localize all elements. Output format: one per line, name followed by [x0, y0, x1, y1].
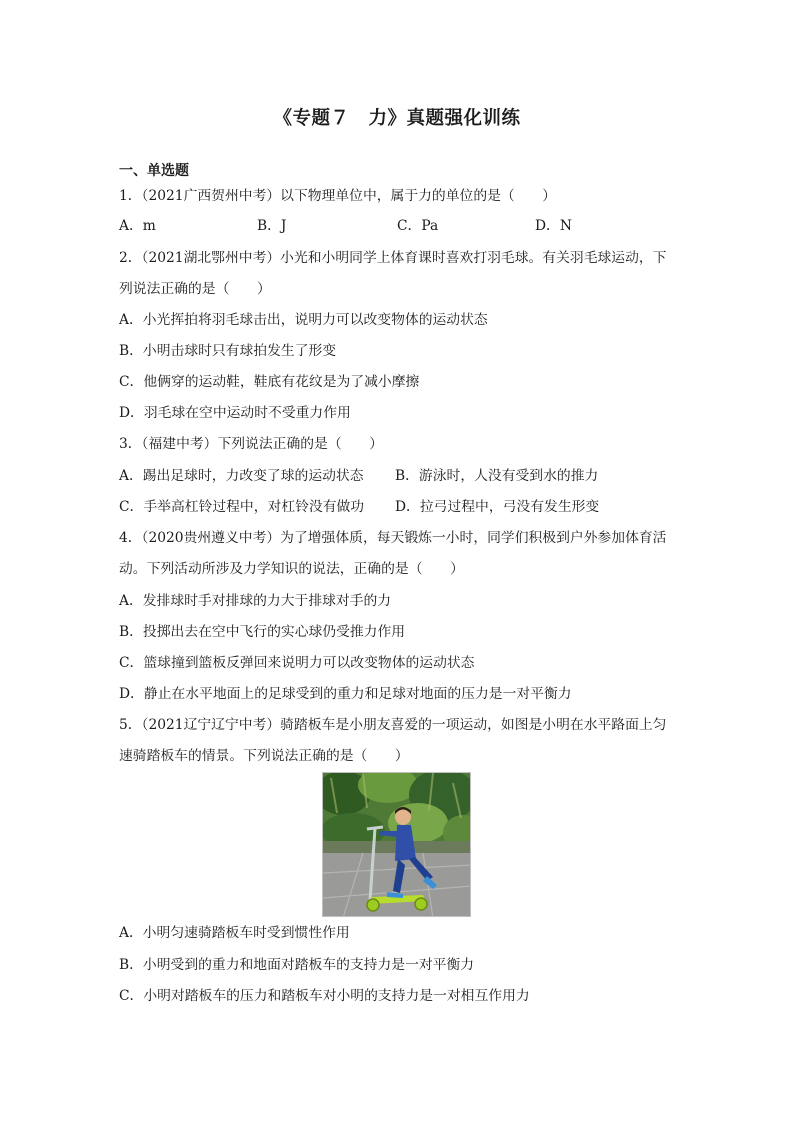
q4-stem-line2: 动。下列活动所涉及力学知识的说法，正确的是（ ） — [119, 561, 464, 577]
q1-option-b: B．J — [257, 218, 287, 234]
q3-option-d: D．拉弓过程中，弓没有发生形变 — [395, 499, 600, 515]
q2-stem-line1: 2．（2021湖北鄂州中考）小光和小明同学上体育课时喜欢打羽毛球。有关羽毛球运动，下 — [119, 250, 667, 266]
q5-stem-line1: 5．（2021辽宁辽宁中考）骑踏板车是小朋友喜爱的一项运动，如图是小明在水平路面上匀 — [119, 717, 667, 733]
q1-option-d: D．N — [535, 218, 572, 234]
q5-option-b: B．小明受到的重力和地面对踏板车的支持力是一对平衡力 — [119, 957, 475, 973]
q1-option-c: C．Pa — [397, 218, 439, 234]
q4-option-c: C．篮球撞到篮板反弹回来说明力可以改变物体的运动状态 — [119, 655, 475, 671]
q4-option-a: A．发排球时手对排球的力大于排球对手的力 — [119, 593, 392, 609]
q3-option-c: C．手举高杠铃过程中，对杠铃没有做功 — [119, 499, 365, 515]
q2-option-c: C．他俩穿的运动鞋，鞋底有花纹是为了减小摩擦 — [119, 374, 420, 390]
q3-options-row2 — [119, 497, 679, 517]
section-heading: 一、单选题 — [119, 163, 189, 179]
scooter-photo — [322, 772, 471, 917]
q2-option-d: D．羽毛球在空中运动时不受重力作用 — [119, 405, 351, 421]
q4-stem-line1: 4．（2020贵州遵义中考）为了增强体质，每天锻炼一小时，同学们积极到户外参加体育活 — [119, 530, 667, 546]
scooter-photo-illustration — [323, 773, 471, 917]
q3-option-a: A．踢出足球时，力改变了球的运动状态 — [119, 468, 364, 484]
q3-stem: 3．（福建中考）下列说法正确的是（ ） — [119, 436, 384, 452]
page-title: 《专题７ 力》真题强化训练 — [273, 108, 521, 129]
q5-option-a: A．小明匀速骑踏板车时受到惯性作用 — [119, 925, 350, 941]
q5-option-c: C．小明对踏板车的压力和踏板车对小明的支持力是一对相互作用力 — [119, 988, 530, 1004]
q1-option-a: A．m — [119, 218, 156, 234]
q2-stem-line2: 列说法正确的是（ ） — [119, 281, 271, 297]
q5-stem-line2: 速骑踏板车的情景。下列说法正确的是（ ） — [119, 748, 409, 764]
q3-option-b: B．游泳时，人没有受到水的推力 — [395, 468, 599, 484]
q3-options-row1 — [119, 466, 679, 486]
q2-option-b: B．小明击球时只有球拍发生了形变 — [119, 343, 337, 359]
q2-option-a: A．小光挥拍将羽毛球击出，说明力可以改变物体的运动状态 — [119, 312, 488, 328]
q4-option-d: D．静止在水平地面上的足球受到的重力和足球对地面的压力是一对平衡力 — [119, 686, 572, 702]
q4-option-b: B．投掷出去在空中飞行的实心球仍受推力作用 — [119, 624, 406, 640]
q1-options — [119, 216, 679, 236]
q1-stem: 1．（2021广西贺州中考）以下物理单位中，属于力的单位的是（ ） — [119, 188, 557, 204]
